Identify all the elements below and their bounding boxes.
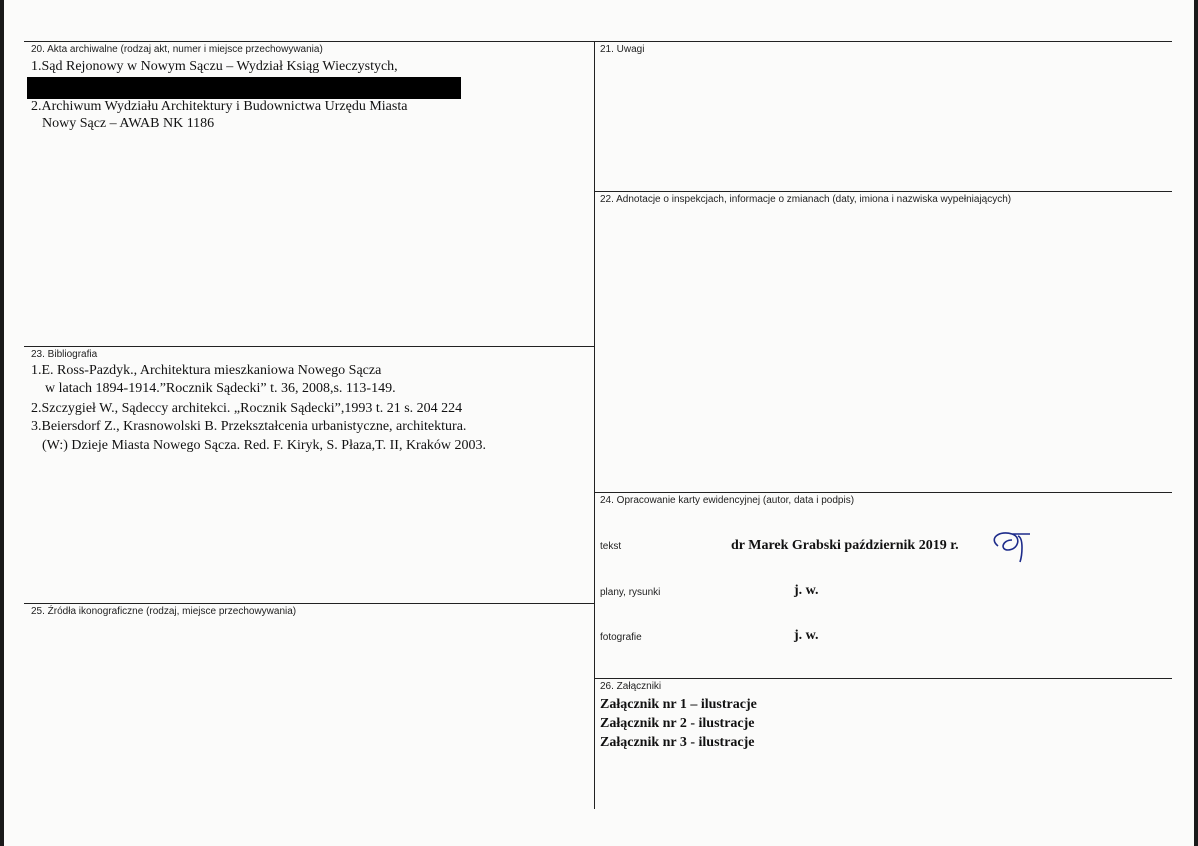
section-24-label: 24. Opracowanie karty ewidencyjnej (autor, data i podpis) bbox=[600, 495, 855, 506]
section-26-label: 26. Załączniki bbox=[600, 681, 662, 692]
divider-24-26 bbox=[594, 678, 1172, 679]
section-21-label: 21. Uwagi bbox=[600, 44, 645, 55]
divider-22-24 bbox=[594, 492, 1172, 493]
redaction-bar bbox=[27, 77, 461, 99]
scan-edge-left bbox=[0, 0, 4, 846]
divider-20-23 bbox=[24, 346, 594, 347]
divider-23-25 bbox=[24, 603, 594, 604]
author-text-label: tekst bbox=[600, 541, 622, 552]
top-border bbox=[24, 41, 1172, 42]
divider-21-22 bbox=[594, 191, 1172, 192]
attachment-3: Załącznik nr 3 - ilustracje bbox=[600, 735, 755, 750]
section-23-label: 23. Bibliografia bbox=[31, 349, 98, 360]
plans-label: plany, rysunki bbox=[600, 587, 661, 598]
archive-line-3: Nowy Sącz – AWAB NK 1186 bbox=[42, 116, 215, 131]
signature-mark bbox=[978, 528, 1038, 564]
scan-edge-right bbox=[1194, 0, 1198, 846]
archive-line-1: 1.Sąd Rejonowy w Nowym Sączu – Wydział Ksiąg Wieczystych, bbox=[31, 59, 398, 74]
attachment-2: Załącznik nr 2 - ilustracje bbox=[600, 716, 755, 731]
attachment-1: Załącznik nr 1 – ilustracje bbox=[600, 697, 757, 712]
photos-label: fotografie bbox=[600, 632, 642, 643]
section-20-label: 20. Akta archiwalne (rodzaj akt, numer i miejsce przechowywania) bbox=[31, 44, 323, 55]
bibliography-line-1: 1.E. Ross-Pazdyk., Architektura mieszkaniowa Nowego Sącza bbox=[31, 363, 382, 378]
author-text-value: dr Marek Grabski październik 2019 r. bbox=[731, 538, 959, 553]
archive-line-2: 2.Archiwum Wydziału Architektury i Budownictwa Urzędu Miasta bbox=[31, 99, 408, 114]
bibliography-line-5: (W:) Dzieje Miasta Nowego Sącza. Red. F. Kiryk, S. Płaza,T. II, Kraków 2003. bbox=[42, 438, 487, 453]
column-divider bbox=[594, 41, 595, 809]
bibliography-line-2: w latach 1894-1914.”Rocznik Sądecki” t. 36, 2008,s. 113-149. bbox=[45, 381, 396, 396]
bibliography-line-3: 2.Szczygieł W., Sądeccy architekci. „Rocznik Sądecki”,1993 t. 21 s. 204 224 bbox=[31, 401, 463, 416]
section-22-label: 22. Adnotacje o inspekcjach, informacje o zmianach (daty, imiona i nazwiska wypełniających) bbox=[600, 194, 1012, 205]
bibliography-line-4: 3.Beiersdorf Z., Krasnowolski B. Przekształcenia urbanistyczne, architektura. bbox=[31, 419, 467, 434]
plans-value: j. w. bbox=[794, 583, 819, 598]
section-25-label: 25. Źródła ikonograficzne (rodzaj, miejsce przechowywania) bbox=[31, 606, 297, 617]
photos-value: j. w. bbox=[794, 628, 819, 643]
